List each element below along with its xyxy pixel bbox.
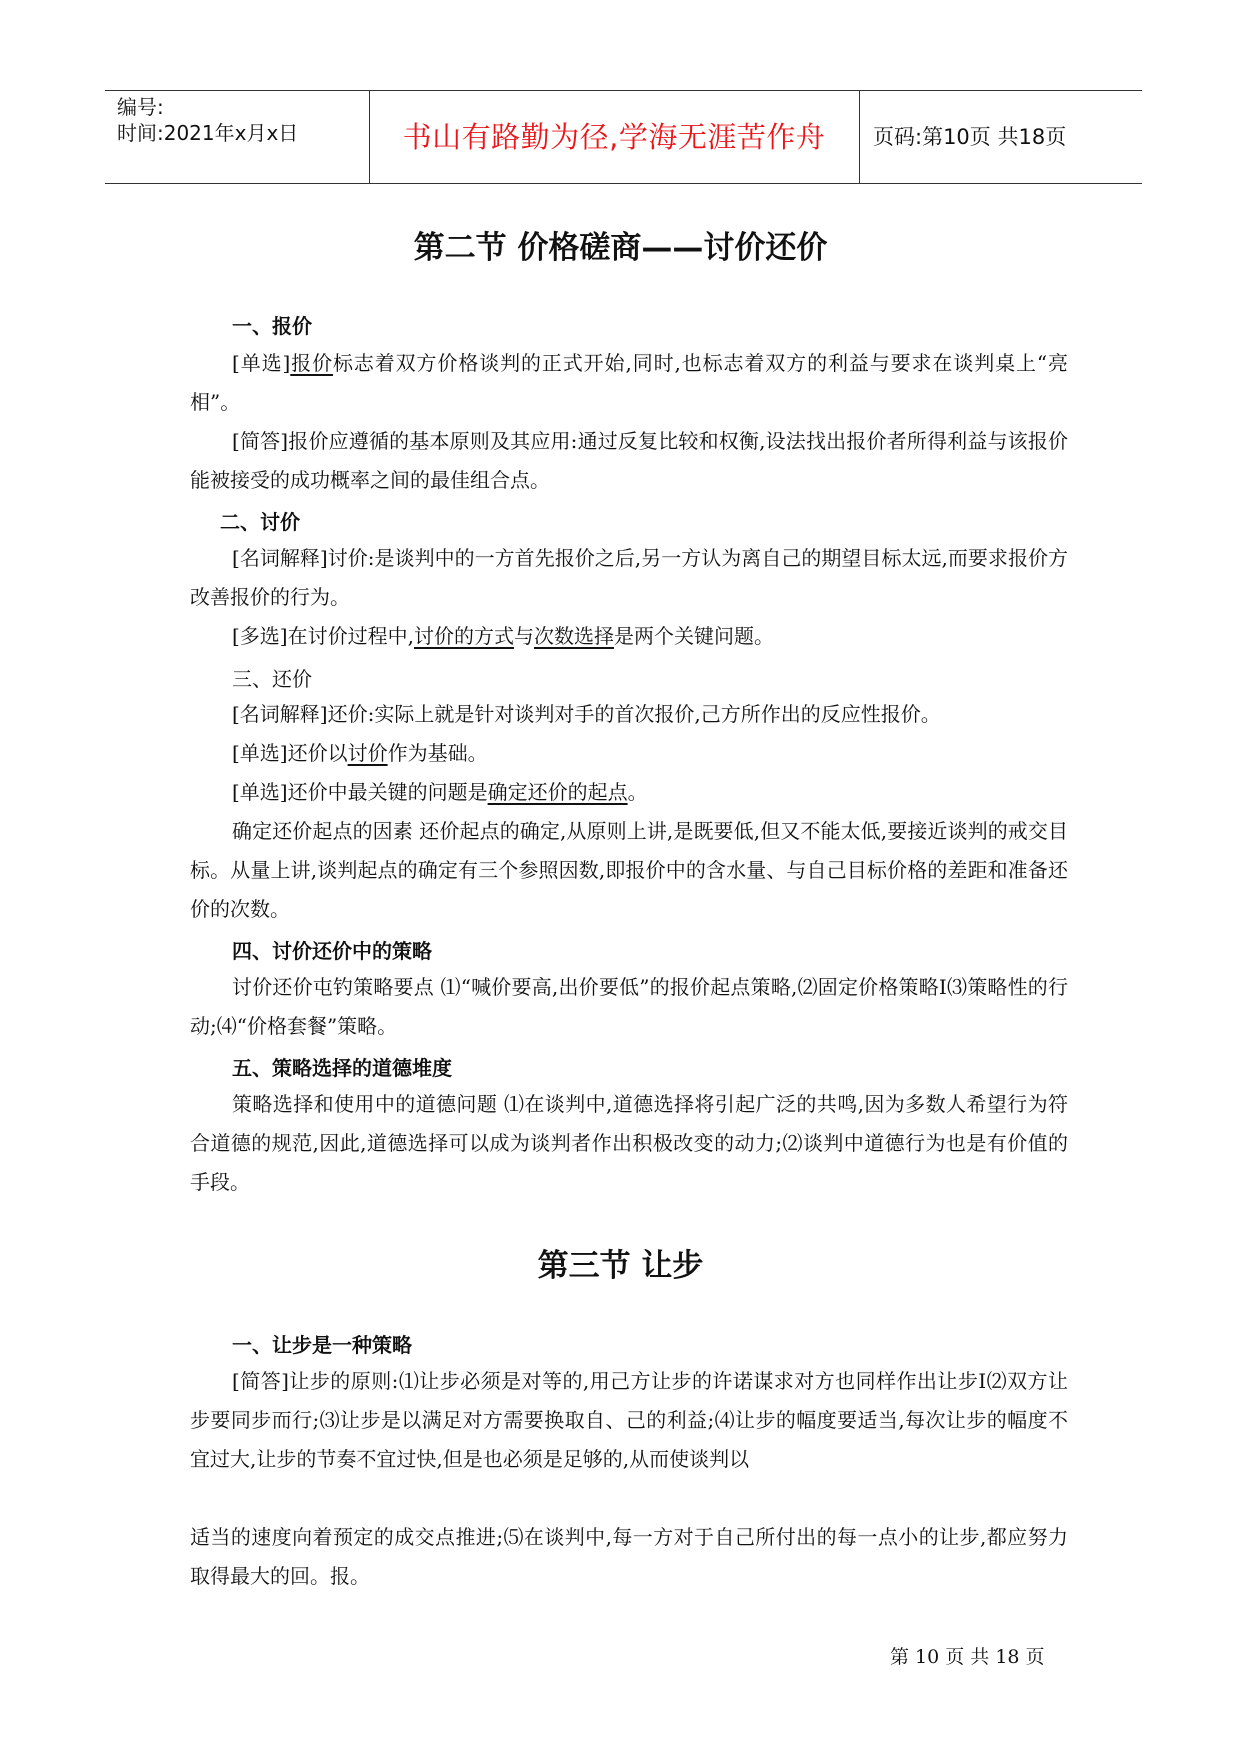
header-meta xyxy=(117,91,367,183)
text-span: [单选]还价以 xyxy=(232,741,348,765)
header-page-number: 页码:第10页 共18页 xyxy=(873,125,1067,149)
section-2-heading-3: 三、还价 xyxy=(232,667,312,691)
document-number-label: 编号: xyxy=(117,95,164,119)
paragraph: [简答]让步的原则:⑴让步必须是对等的,用己方让步的许诺谋求对方也同样作出让步I⑵双方让步要同步而行;⑶让步是以满足对方需要换取自、己的利益;⑷让步的幅度要适当,每次让步的幅度不宜过大,让步的节奏不宜过快,但是也必须是足够的,从而使谈判以 xyxy=(190,1369,1068,1471)
paragraph: [简答]报价应遵循的基本原则及其应用:通过反复比较和权衡,设法找出报价者所得利益与该报价能被接受的成功概率之间的最佳组合点。 xyxy=(190,429,1068,492)
underlined-term: 讨价 xyxy=(347,741,388,765)
document-time-label: 时间:2021年x月x日 xyxy=(117,121,299,145)
text-span: 与 xyxy=(513,624,534,648)
underlined-term: 确定还价的起点 xyxy=(487,780,628,804)
paragraph xyxy=(190,617,1068,656)
section-2-heading-2: 二、讨价 xyxy=(220,510,300,534)
section-3-title: 第三节 让步 xyxy=(537,1248,704,1284)
header-divider xyxy=(859,91,860,183)
section-2-title: 第二节 价格磋商——讨价还价 xyxy=(413,230,828,266)
section-3-heading-1: 一、让步是一种策略 xyxy=(232,1333,412,1357)
paragraph xyxy=(190,344,1068,422)
paragraph xyxy=(190,773,1068,812)
paragraph: 确定还价起点的因素 还价起点的确定,从原则上讲,是既要低,但又不能太低,要接近谈判的戒交目标。从量上讲,谈判起点的确定有三个参照因数,即报价中的含水量、与自己目标价格的差距和准备还价的次数。 xyxy=(190,819,1068,921)
text-span: [单选]还价中最关键的问题是 xyxy=(232,780,488,804)
paragraph: 适当的速度向着预定的成交点推进;⑸在谈判中,每一方对于自己所付出的每一点小的让步,都应努力取得最大的回。报。 xyxy=(190,1525,1068,1588)
header-table xyxy=(105,90,1142,184)
header-motto: 书山有路勤为径,学海无涯苦作舟 xyxy=(402,120,826,154)
text-span: 是两个关键问题。 xyxy=(613,624,774,648)
underlined-term: 次数选择 xyxy=(533,624,614,648)
underlined-term: 报价 xyxy=(290,351,333,375)
text-span: 标志着双方价格谈判的正式开始,同时,也标志着双方的利益与要求在谈判桌上“亮相”。 xyxy=(190,351,1068,414)
text-span: 作为基础。 xyxy=(387,741,488,765)
paragraph: 讨价还价屯钓策略要点 ⑴“喊价要高,出价要低”的报价起点策略,⑵固定价格策略I⑶策略性的行动;⑷“价格套餐”策略。 xyxy=(190,975,1068,1038)
section-2-heading-1: 一、报价 xyxy=(232,314,312,338)
paragraph: [名词解释]还价:实际上就是针对谈判对手的首次报价,己方所作出的反应性报价。 xyxy=(232,702,941,726)
text-span: 。 xyxy=(627,780,648,804)
text-span: [单选] xyxy=(232,351,291,375)
text-span: [多选]在讨价过程中, xyxy=(232,624,414,648)
paragraph: [名词解释]讨价:是谈判中的一方首先报价之后,另一方认为离自己的期望目标太远,而要求报价方改善报价的行为。 xyxy=(190,546,1068,609)
underlined-term: 讨价的方式 xyxy=(413,624,514,648)
section-2-heading-5: 五、策略选择的道德堆度 xyxy=(232,1056,452,1080)
footer-page-number: 第 10 页 共 18 页 xyxy=(890,1646,1045,1668)
section-2-heading-4: 四、讨价还价中的策略 xyxy=(232,939,432,963)
paragraph xyxy=(190,734,1068,773)
paragraph: 策略选择和使用中的道德问题 ⑴在谈判中,道德选择将引起广泛的共鸣,因为多数人希望行为符合道德的规范,因此,道德选择可以成为谈判者作出积极改变的动力;⑵谈判中道德行为也是有价值的手段。 xyxy=(190,1092,1068,1194)
